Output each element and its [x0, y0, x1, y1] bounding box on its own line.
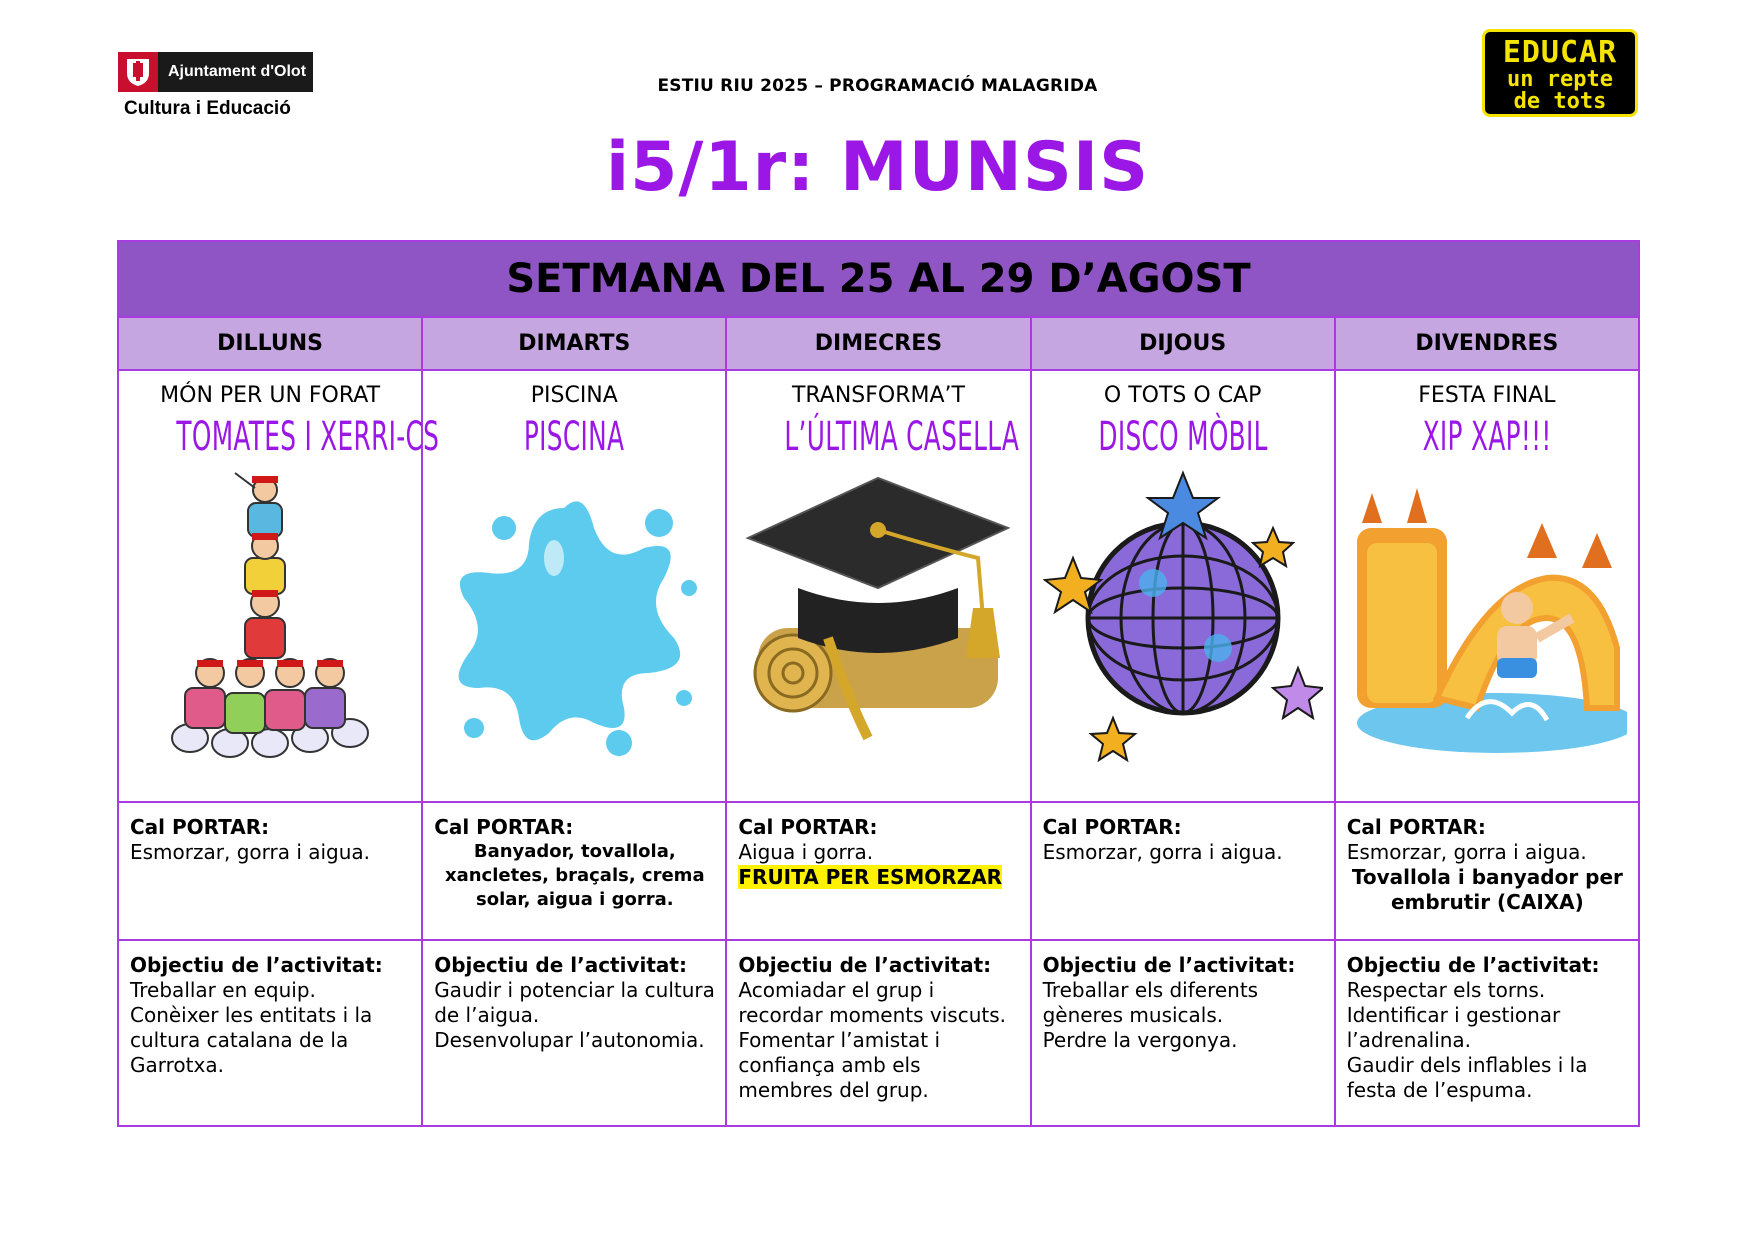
- days-row: [118, 317, 1639, 370]
- day-header: DIVENDRES: [1335, 317, 1639, 370]
- water-slide-icon: [1347, 468, 1627, 768]
- human-tower-icon: [130, 468, 410, 768]
- bring-text: Esmorzar, gorra i aigua.: [1346, 840, 1587, 864]
- activity-theme: MÓN PER UN FORAT: [160, 383, 381, 408]
- bring-highlight: FRUITA PER ESMORZAR: [738, 865, 1003, 889]
- day-header: DIMECRES: [726, 317, 1030, 370]
- objective-label: Objectiu de l’activitat:: [434, 953, 687, 977]
- bring-label: Cal PORTAR:: [130, 815, 270, 839]
- day-header: DIJOUS: [1031, 317, 1335, 370]
- org-name: Ajuntament d'Olot: [168, 63, 307, 80]
- week-heading: SETMANA DEL 25 AL 29 D’AGOST: [118, 241, 1639, 317]
- bring-text: Esmorzar, gorra i aigua.: [130, 840, 371, 864]
- bring-row: [118, 802, 1639, 940]
- bring-text: Esmorzar, gorra i aigua.: [1042, 840, 1283, 864]
- objective-cell: [118, 940, 422, 1126]
- bring-label: Cal PORTAR:: [1346, 815, 1486, 839]
- objective-item: Gaudir dels inflables i la festa de l’espuma.: [1346, 1053, 1588, 1102]
- objective-label: Objectiu de l’activitat:: [738, 953, 992, 977]
- bring-cell: [422, 802, 726, 940]
- educar-logo-line3: de tots: [1513, 89, 1607, 114]
- objective-item: Fomentar l’amistat i confiança amb els membres del grup.: [738, 1028, 941, 1102]
- objective-item: Acomiadar el grup i recordar moments viscuts.: [738, 978, 1007, 1027]
- activity-cell: [1335, 370, 1639, 802]
- objectives-row: [118, 940, 1639, 1126]
- activity-theme: PISCINA: [530, 383, 618, 408]
- water-splash-icon: [434, 468, 714, 768]
- activity-name: DISCO MÒBIL: [1097, 414, 1268, 460]
- educar-logo: [1482, 29, 1638, 117]
- day-header: DIMARTS: [422, 317, 726, 370]
- activity-theme: O TOTS O CAP: [1103, 383, 1262, 408]
- objective-label: Objectiu de l’activitat:: [1042, 953, 1296, 977]
- objective-cell: [422, 940, 726, 1126]
- activity-cell: [1031, 370, 1335, 802]
- bring-text: Aigua i gorra.: [738, 840, 874, 864]
- bring-label: Cal PORTAR:: [738, 815, 878, 839]
- bring-label: Cal PORTAR:: [434, 815, 574, 839]
- activity-name: TOMATES I XERRI-CS: [176, 414, 440, 460]
- objective-cell: [726, 940, 1030, 1126]
- activity-cell: [118, 370, 440, 802]
- page-title: i5/1r: MUNSIS: [605, 128, 1150, 207]
- objective-item: Desenvolupar l’autonomia.: [434, 1028, 705, 1052]
- graduation-cap-icon: [738, 468, 1018, 768]
- activity-cell: [726, 370, 1030, 802]
- activity-name: PISCINA: [524, 414, 625, 460]
- educar-logo-line2: un repte: [1507, 67, 1613, 92]
- program-header: ESTIU RIU 2025 – PROGRAMACIÓ MALAGRIDA: [657, 76, 1098, 96]
- bring-text-bold: Tovallola i banyador per embrutir (CAIXA): [1351, 865, 1623, 914]
- day-header: DILLUNS: [118, 317, 422, 370]
- bring-cell: [1031, 802, 1335, 940]
- activities-row: [118, 370, 1639, 802]
- disco-ball-icon: [1043, 468, 1323, 768]
- objective-cell: [1031, 940, 1335, 1126]
- objective-item: Treballar els diferents gèneres musicals.: [1042, 978, 1259, 1027]
- objective-item: Conèixer les entitats i la cultura catalana de la Garrotxa.: [130, 1003, 373, 1077]
- activity-name: L’ÚLTIMA CASELLA: [784, 414, 1020, 460]
- objective-cell: [1335, 940, 1639, 1126]
- objective-item: Treballar en equip.: [130, 978, 316, 1002]
- bring-label: Cal PORTAR:: [1042, 815, 1182, 839]
- objective-label: Objectiu de l’activitat:: [1346, 953, 1600, 977]
- schedule-table: [117, 240, 1640, 1127]
- bring-cell: [118, 802, 422, 940]
- activity-name: XIP XAP!!!: [1422, 414, 1552, 460]
- educar-logo-line1: EDUCAR: [1502, 35, 1618, 70]
- org-department: Cultura i Educació: [124, 98, 291, 119]
- objective-label: Objectiu de l’activitat:: [130, 953, 383, 977]
- activity-theme: FESTA FINAL: [1418, 383, 1556, 408]
- bring-cell: [726, 802, 1030, 940]
- objective-item: Perdre la vergonya.: [1042, 1028, 1238, 1052]
- objective-item: Identificar i gestionar l’adrenalina.: [1346, 1003, 1561, 1052]
- bring-text-bold: Banyador, tovallola, xancletes, braçals, crema solar, aigua i gorra.: [444, 841, 705, 910]
- activity-theme: TRANSFORMA’T: [791, 383, 965, 408]
- objective-item: Gaudir i potenciar la cultura de l’aigua.: [434, 978, 715, 1027]
- objective-item: Respectar els torns.: [1346, 978, 1546, 1002]
- bring-cell: [1335, 802, 1639, 940]
- activity-cell: [422, 370, 726, 802]
